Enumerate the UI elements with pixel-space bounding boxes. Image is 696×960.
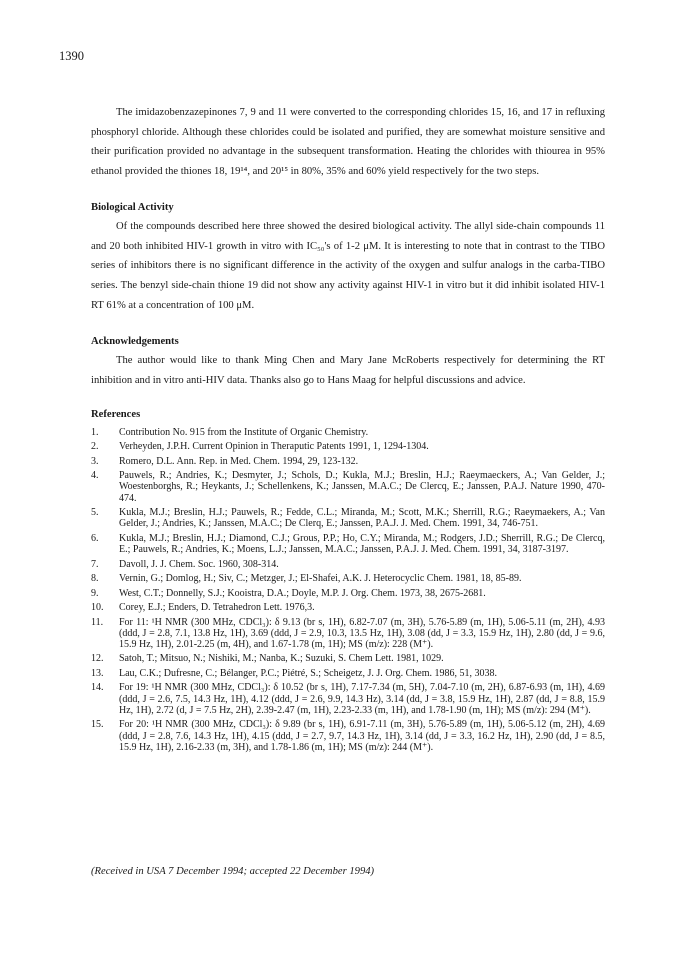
reference-number: 8. xyxy=(91,573,99,585)
reference-item xyxy=(91,427,605,438)
reference-number: 6. xyxy=(91,532,99,544)
reference-number: 13. xyxy=(91,667,104,679)
reference-item xyxy=(91,470,605,504)
reference-text: Satoh, T.; Mitsuo, N.; Nishiki, M.; Nanba, K.; Suzuki, S. Chem Lett. 1981, 1029. xyxy=(119,653,444,665)
reference-text: Pauwels, R.; Andries, K.; Desmyter, J.; Schols, D.; Kukla, M.J.; Breslin, H.J.; Raeymaeckers, A.; Van Gelder, J.; Woestenborghs, R.; Heykants, J.; Schellenkens, K.; Janssen, M.A.C.; De Clercq, E.; Janssen, P.A.J. Nature 1990, 470-474. xyxy=(119,470,605,504)
reference-text: For 11: ¹H NMR (300 MHz, CDCl₃): δ 9.13 (br s, 1H), 6.82-7.07 (m, 3H), 5.76-5.89 (m, 1H), 5.06-5.11 (m, 2H), 4.93 (ddd, J = 2.8, 7.1, 13.8 Hz, 1H), 3.69 (ddd, J = 2.9, 10.3, 13.5 Hz, 1H), 3.08 (dd, J = 3.3, 15.9 Hz, 1H), 2.80 (dd, J = 9.6, 15.9 Hz, 1H), 2.01-2.25 (m, 4H), and 1.67-1.78 (m, 1H); MS (m/z): 228 (M⁺). xyxy=(119,616,605,650)
reference-item xyxy=(91,507,605,529)
reference-number: 12. xyxy=(91,653,104,665)
reference-text: Contribution No. 915 from the Institute of Organic Chemistry. xyxy=(119,426,369,438)
reference-item xyxy=(91,602,605,613)
reference-number: 7. xyxy=(91,558,99,570)
reference-item xyxy=(91,441,605,452)
reference-text: Romero, D.L. Ann. Rep. in Med. Chem. 1994, 29, 123-132. xyxy=(119,455,359,467)
page-number: 1390 xyxy=(59,49,84,63)
biological-activity-paragraph: Of the compounds described here three showed the desired biological activity. The allyl side-chain compounds 11 and 20 both inhibited HIV-1 growth in vitro with IC₅₀'s of 1-2 μM. It is interesting to note that in contrast to the TIBO series of inhibitors there is no significant difference in the activity of the oxygen and sulfur analogs in the carba-TIBO series. The benzyl side-chain thione 19 did not show any activity against HIV-1 in vitro but it did inhibit isolated HIV-1 RT 61% at a concentration of 100 μM. xyxy=(91,220,605,311)
reference-item xyxy=(91,617,605,651)
reference-number: 9. xyxy=(91,587,99,599)
reference-number: 15. xyxy=(91,719,104,731)
reference-number: 1. xyxy=(91,426,99,438)
reference-text: Corey, E.J.; Enders, D. Tetrahedron Lett. 1976,3. xyxy=(119,602,315,614)
reference-text: Kukla, M.J.; Breslin, H.J.; Pauwels, R.; Fedde, C.L.; Miranda, M.; Scott, M.K.; Sherrill, R.G.; Raeymaekers, A.; Van Gelder, J.; Andries, K.; Janssen, M.A.C.; De Clerq, E.; Janssen, P.A.J. J. Med. Chem. 1991, 34, 746-751. xyxy=(119,507,605,530)
reference-text: West, C.T.; Donnelly, S.J.; Kooistra, D.A.; Doyle, M.P. J. Org. Chem. 1973, 38, 2675-2681. xyxy=(119,587,486,599)
intro-paragraph: The imidazobenzazepinones 7, 9 and 11 were converted to the corresponding chlorides 15, 16, and 17 in refluxing phosphoryl chloride. Although these chlorides could be isolated and purified, they are somewhat moisture sensitive and their purification provided no advantage in the subsequent transformation. Heating the chlorides with thiourea in 95% ethanol provided the thiones 18, 19¹⁴, and 20¹⁵ in 80%, 35% and 60% yield respectively for the two steps. xyxy=(91,107,605,178)
article-body xyxy=(91,103,605,756)
reference-item xyxy=(91,668,605,679)
reference-text: For 19: ¹H NMR (300 MHz, CDCl₃): δ 10.52 (br s, 1H), 7.17-7.34 (m, 5H), 7.04-7.10 (m, 2H), 6.87-6.93 (m, 1H), 4.69 (ddd, J = 2.6, 7.5, 14.3 Hz, 1H), 4.12 (ddd, J = 2.6, 9.9, 14.3 Hz), 3.14 (dd, J = 3.8, 15.9 Hz, 1H), 2.87 (dd, J = 8.8, 15.9 Hz, 1H), 2.72 (d, J = 7.5 Hz, 2H), 2.39-2.47 (m, 1H), 2.23-2.33 (m, 1H), and 1.78-1.90 (m, 1H); MS (m/z): 294 (M⁺). xyxy=(119,682,605,716)
reference-item xyxy=(91,682,605,716)
reference-number: 3. xyxy=(91,455,99,467)
biological-activity-heading: Biological Activity xyxy=(91,201,174,213)
reference-number: 4. xyxy=(91,470,99,482)
acknowledgements-heading: Acknowledgements xyxy=(91,336,179,348)
reference-item xyxy=(91,588,605,599)
reference-text: Vernin, G.; Domlog, H.; Siv, C.; Metzger, J.; El-Shafei, A.K. J. Heterocyclic Chem. 1981, 18, 85-89. xyxy=(119,573,522,585)
reference-number: 5. xyxy=(91,507,99,519)
reference-text: Lau, C.K.; Dufresne, C.; Bélanger, P.C.; Piétré, S.; Scheigetz, J. J. Org. Chem. 1986, 51, 3038. xyxy=(119,667,497,679)
reference-number: 10. xyxy=(91,602,104,614)
reference-number: 14. xyxy=(91,682,104,694)
reference-item xyxy=(91,719,605,753)
reference-item xyxy=(91,559,605,570)
reference-item xyxy=(91,573,605,584)
reference-text: For 20: ¹H NMR (300 MHz, CDCl₃): δ 9.89 (br s, 1H), 6.91-7.11 (m, 3H), 5.76-5.89 (m, 1H), 5.06-5.12 (m, 2H), 4.69 (ddd, J = 2.8, 7.6, 14.3 Hz, 1H), 4.15 (ddd, J = 2.7, 9.7, 14.3 Hz, 1H), 3.14 (dd, J = 3.3, 16.2 Hz, 1H), 2.90 (dd, J = 8.5, 15.9 Hz, 1H), 2.16-2.33 (m, 3H), and 1.78-1.86 (m, 1H); MS (m/z): 244 (M⁺). xyxy=(119,719,605,753)
reference-text: Davoll, J. J. Chem. Soc. 1960, 308-314. xyxy=(119,558,279,570)
received-dates: (Received in USA 7 December 1994; accepted 22 December 1994) xyxy=(91,866,375,877)
reference-item xyxy=(91,456,605,467)
reference-number: 11. xyxy=(91,616,104,628)
reference-list xyxy=(91,427,605,753)
references-heading: References xyxy=(91,408,141,420)
reference-item xyxy=(91,533,605,555)
acknowledgements-paragraph: The author would like to thank Ming Chen and Mary Jane McRoberts respectively for determining the RT inhibition and in vitro anti-HIV data. Thanks also go to Hans Maag for helpful discussions and advice. xyxy=(91,355,605,387)
reference-number: 2. xyxy=(91,441,99,453)
reference-text: Kukla, M.J.; Breslin, H.J.; Diamond, C.J.; Grous, P.P.; Ho, C.Y.; Miranda, M.; Rodgers, J.D.; Sherrill, R.G.; De Clercq, E.; Pauwels, R.; Andries, K.; Moens, L.J.; Janssen, M.A.C.; Janssen, P.A.J. J. Med. Chem. 1991, 34, 3187-3197. xyxy=(119,532,605,556)
reference-item xyxy=(91,653,605,664)
reference-text: Verheyden, J.P.H. Current Opinion in Theraputic Patents 1991, 1, 1294-1304. xyxy=(119,441,429,453)
